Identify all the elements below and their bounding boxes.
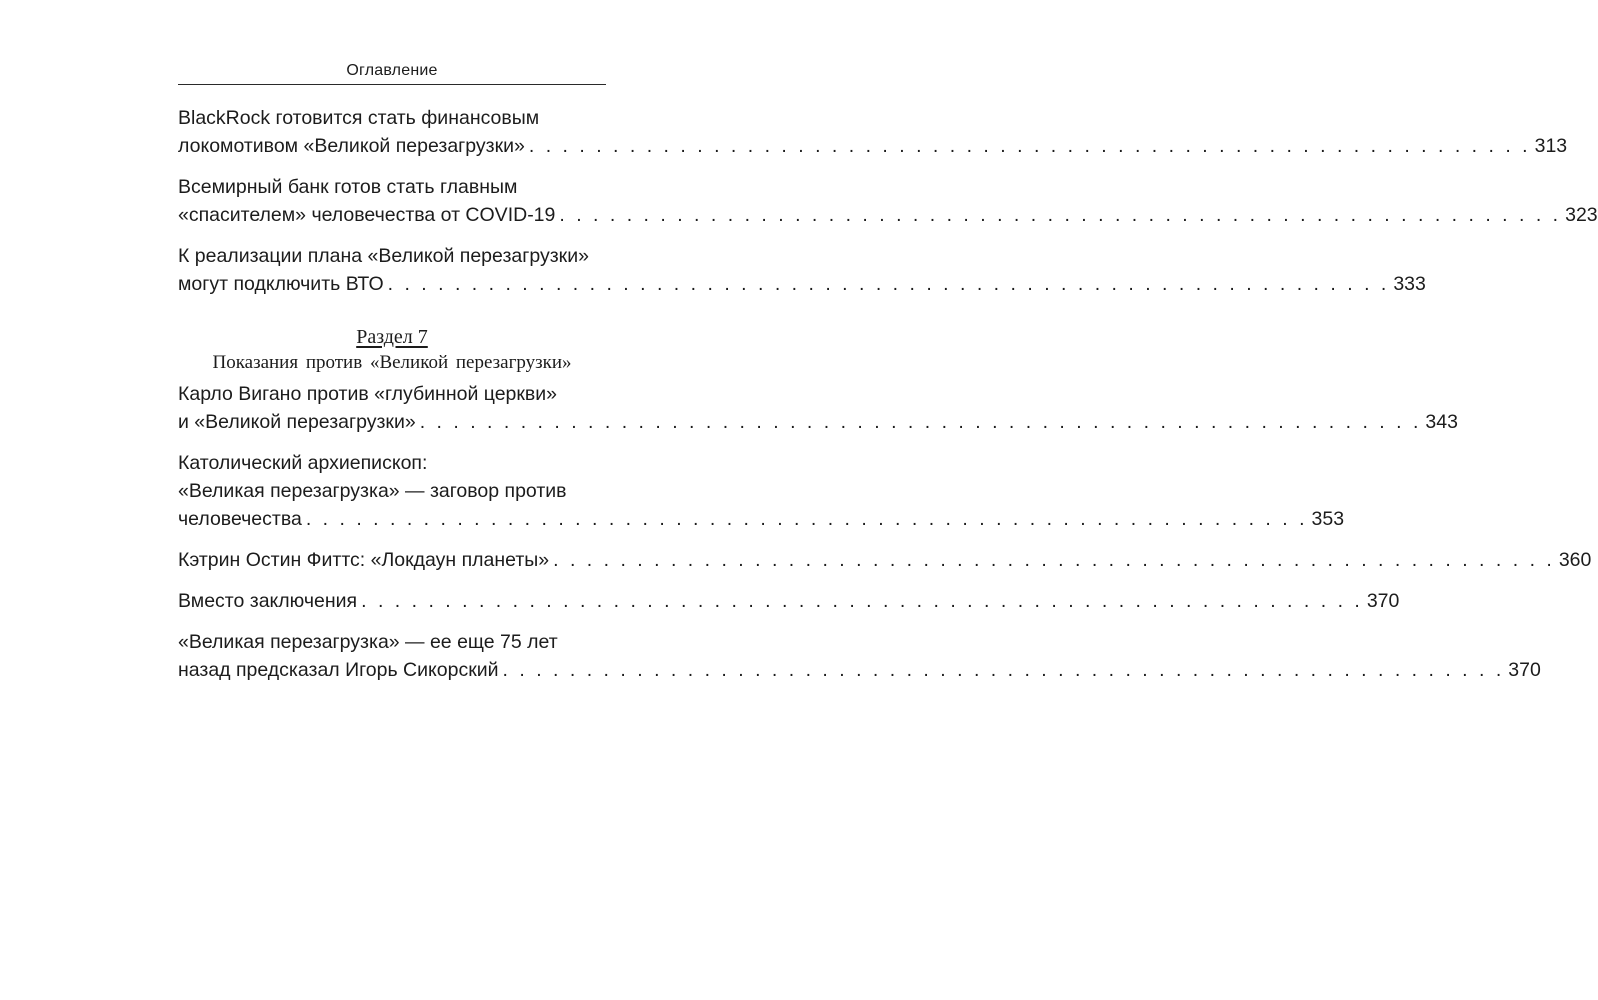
dot-leader: . . . . . . . . . . . . . . . . . . . . . . . . . . . . . . . . . . . . . . . . . . . . . . . . . . . . . . . . . . . .	[502, 659, 1505, 681]
toc-page-number: 353	[1311, 508, 1345, 530]
toc-page-number: 343	[1425, 411, 1458, 433]
toc-entry-line: Карло Вигано против «глубинной церкви»	[178, 383, 558, 405]
dot-leader: . . . . . . . . . . . . . . . . . . . . . . . . . . . . . . . . . . . . . . . . . . . . . . . . . . . . . . . . . . . .	[387, 273, 1390, 295]
toc-entry-line: BlackRock готовится стать финансовым	[178, 107, 540, 129]
toc-entry-line: Вместо заключения	[178, 590, 358, 612]
toc-entry[interactable]	[178, 546, 1592, 574]
toc-entry-line: «Великая перезагрузка» — ее еще 75 лет	[178, 631, 558, 653]
toc-entry[interactable]	[178, 104, 1568, 160]
toc-entry-line: и «Великой перезагрузки»	[178, 411, 416, 433]
toc-page-number: 313	[1534, 135, 1568, 157]
toc-entry[interactable]	[178, 173, 1598, 229]
toc-page-number: 370	[1508, 659, 1541, 681]
dot-leader: . . . . . . . . . . . . . . . . . . . . . . . . . . . . . . . . . . . . . . . . . . . . . . . . . . . . . . . . . . . .	[305, 508, 1308, 530]
toc-entry[interactable]	[178, 587, 1400, 615]
toc-page-number: 370	[1366, 590, 1400, 612]
toc-entry-line: локомотивом «Великой перезагрузки»	[178, 135, 525, 157]
toc-entry-line: человечества	[178, 508, 302, 530]
section-heading	[178, 324, 606, 376]
toc-entry-line: К реализации плана «Великой перезагрузки»	[178, 245, 589, 267]
toc-entry-line: Кэтрин Остин Фиттс: «Локдаун планеты»	[178, 549, 550, 571]
toc-entry-line: могут подключить ВТО	[178, 273, 384, 295]
dot-leader: . . . . . . . . . . . . . . . . . . . . . . . . . . . . . . . . . . . . . . . . . . . . . . . . . . . . . . . . . . . .	[361, 590, 1363, 612]
dot-leader: . . . . . . . . . . . . . . . . . . . . . . . . . . . . . . . . . . . . . . . . . . . . . . . . . . . . . . . . . . . .	[419, 411, 1422, 433]
header-rule	[178, 84, 606, 85]
table-of-contents	[178, 104, 1598, 684]
toc-entry-line: Всемирный банк готов стать главным	[178, 176, 518, 198]
dot-leader: . . . . . . . . . . . . . . . . . . . . . . . . . . . . . . . . . . . . . . . . . . . . . . . . . . . . . . . . . . . .	[528, 135, 1531, 157]
toc-page-number: 323	[1565, 204, 1598, 226]
toc-entry-line: Католический архиепископ:	[178, 452, 428, 474]
toc-entry[interactable]	[178, 628, 1541, 684]
toc-entry[interactable]	[178, 449, 1345, 533]
toc-page-number: 360	[1558, 549, 1592, 571]
running-head-title: Оглавление	[346, 62, 438, 79]
section-subtitle: Показания против «Великой перезагрузки»	[212, 352, 572, 373]
dot-leader: . . . . . . . . . . . . . . . . . . . . . . . . . . . . . . . . . . . . . . . . . . . . . . . . . . . . . . . . . . . .	[553, 549, 1555, 571]
toc-entry[interactable]	[178, 242, 1426, 298]
toc-entry[interactable]	[178, 380, 1458, 436]
toc-entry-line: «спасителем» человечества от COVID-19	[178, 204, 556, 226]
toc-entry-line: «Великая перезагрузка» — заговор против	[178, 480, 567, 502]
section-title: Раздел 7	[356, 326, 428, 348]
dot-leader: . . . . . . . . . . . . . . . . . . . . . . . . . . . . . . . . . . . . . . . . . . . . . . . . . . . . . . . . . . . .	[559, 204, 1562, 226]
toc-entry-line: назад предсказал Игорь Сикорский	[178, 659, 499, 681]
toc-page-number: 333	[1393, 273, 1426, 295]
